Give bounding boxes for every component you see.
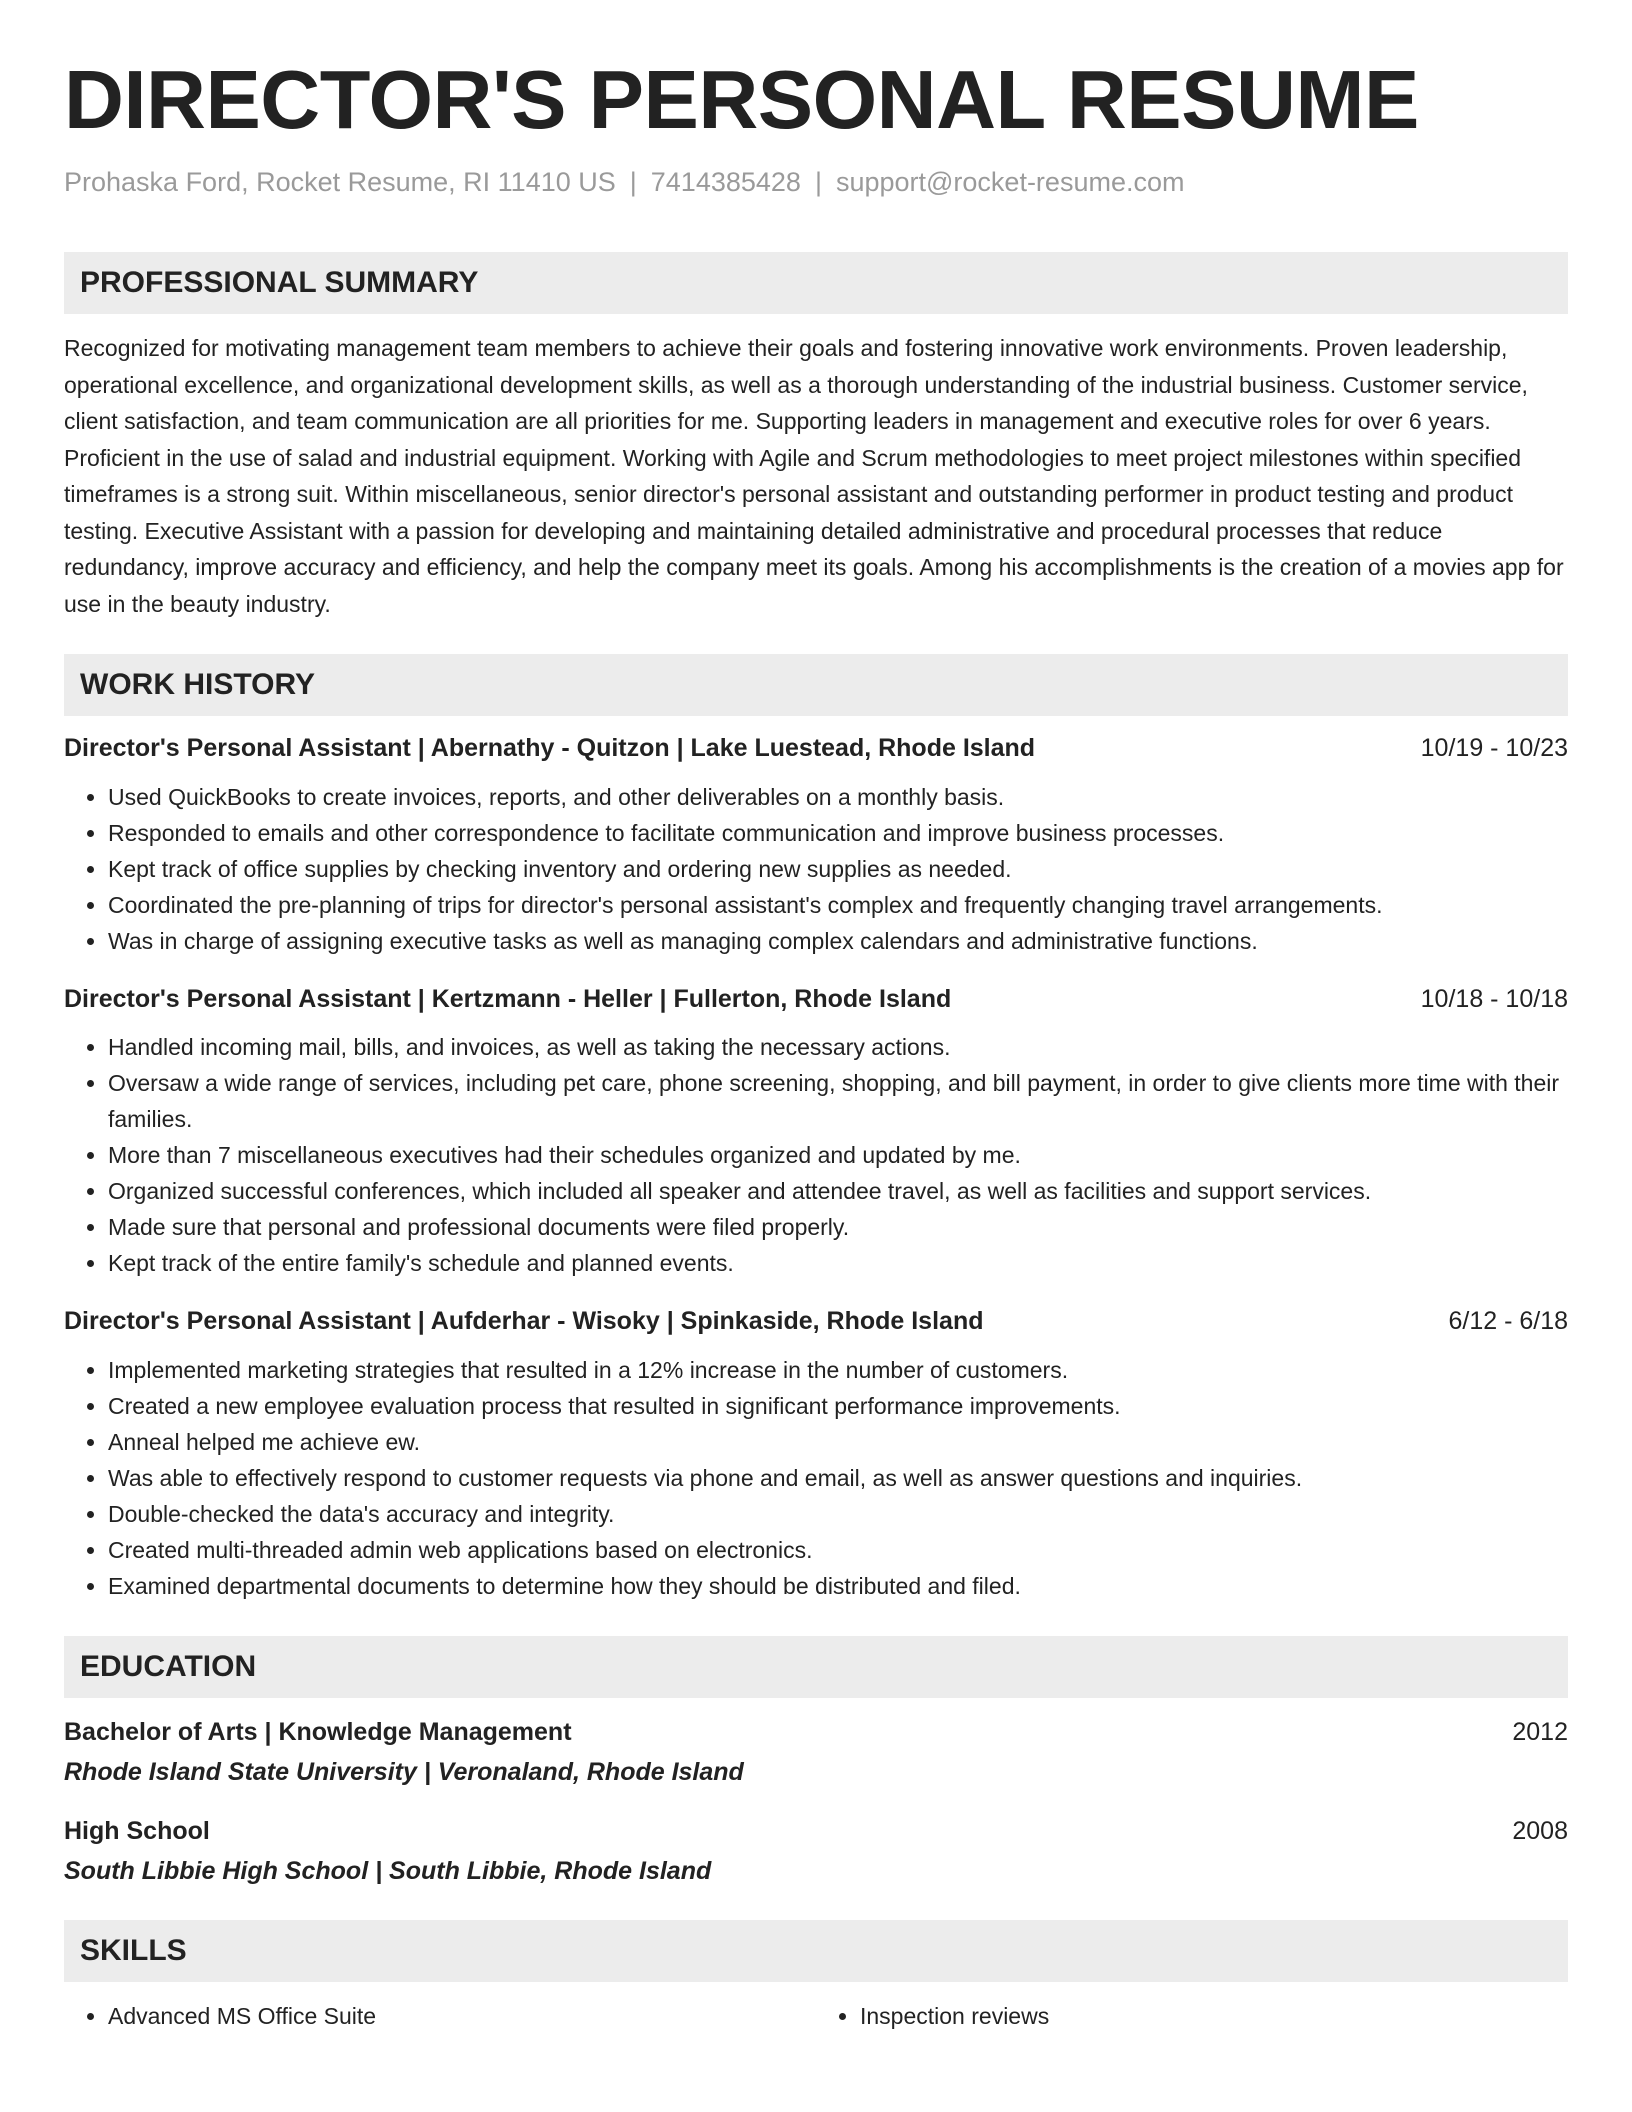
job-bullets <box>64 779 1568 959</box>
education-entry <box>64 1815 1568 1888</box>
job-entry <box>64 732 1568 959</box>
education-header <box>64 1716 1568 1749</box>
contact-line <box>64 165 1568 200</box>
job-bullet: • Kept track of office supplies by checking inventory and ordering new supplies as needed. <box>108 851 1568 887</box>
job-dates: 6/12 - 6/18 <box>1448 1307 1568 1336</box>
job-bullet: • Organized successful conferences, which included all speaker and attendee travel, as well as facilities and support services. <box>108 1173 1568 1209</box>
skills-heading: SKILLS <box>64 1920 1568 1982</box>
job-bullet: • Kept track of the entire family's schedule and planned events. <box>108 1245 1568 1281</box>
job-bullet: • Examined departmental documents to determine how they should be distributed and filed. <box>108 1568 1568 1604</box>
job-dates: 10/19 - 10/23 <box>1420 734 1568 763</box>
education-header <box>64 1815 1568 1848</box>
job-bullet: • Coordinated the pre-planning of trips for director's personal assistant's complex and frequently changing travel arrangements. <box>108 887 1568 923</box>
job-bullet: • Implemented marketing strategies that resulted in a 12% increase in the number of customers. <box>108 1352 1568 1388</box>
education-entry <box>64 1716 1568 1789</box>
job-bullet: • More than 7 miscellaneous executives had their schedules organized and updated by me. <box>108 1137 1568 1173</box>
job-title: Director's Personal Assistant | Aufderhar - Wisoky | Spinkaside, Rhode Island <box>64 1307 984 1336</box>
contact-address: Prohaska Ford, Rocket Resume, RI 11410 US <box>64 167 616 198</box>
education-year: 2012 <box>1512 1717 1568 1746</box>
skills-column-right <box>816 1998 1568 2034</box>
job-bullet: • Used QuickBooks to create invoices, reports, and other deliverables on a monthly basis. <box>108 779 1568 815</box>
job-bullet: • Double-checked the data's accuracy and integrity. <box>108 1496 1568 1532</box>
skills-list <box>64 1998 1568 2034</box>
job-bullet: • Oversaw a wide range of services, including pet care, phone screening, shopping, and bill payment, in order to give clients more time with their families. <box>108 1065 1568 1137</box>
contact-phone: 7414385428 <box>650 167 801 198</box>
job-bullet: • Handled incoming mail, bills, and invoices, as well as taking the necessary actions. <box>108 1029 1568 1065</box>
education-school: Rhode Island State University | Veronaland, Rhode Island <box>64 1758 744 1787</box>
job-header <box>64 1305 1568 1338</box>
education-year: 2008 <box>1512 1816 1568 1845</box>
education-heading: EDUCATION <box>64 1636 1568 1698</box>
education-school: South Libbie High School | South Libbie, Rhode Island <box>64 1857 712 1886</box>
job-bullet: • Made sure that personal and professional documents were filed properly. <box>108 1209 1568 1245</box>
education-degree: Bachelor of Arts | Knowledge Management <box>64 1717 572 1746</box>
work-history-heading: WORK HISTORY <box>64 654 1568 716</box>
job-bullets <box>64 1029 1568 1281</box>
contact-separator: | <box>814 167 822 198</box>
job-header <box>64 983 1568 1016</box>
job-bullet: • Was able to effectively respond to customer requests via phone and email, as well as answer questions and inquiries. <box>108 1460 1568 1496</box>
job-bullet: • Responded to emails and other correspondence to facilitate communication and improve business processes. <box>108 815 1568 851</box>
job-dates: 10/18 - 10/18 <box>1420 984 1568 1013</box>
summary-heading: PROFESSIONAL SUMMARY <box>64 252 1568 314</box>
skill-item: • Inspection reviews <box>860 1998 1568 2034</box>
contact-separator: | <box>629 167 637 198</box>
skill-item: • Advanced MS Office Suite <box>108 1998 816 2034</box>
job-entry <box>64 1305 1568 1604</box>
job-bullet: • Created multi-threaded admin web applications based on electronics. <box>108 1532 1568 1568</box>
job-entry <box>64 983 1568 1282</box>
job-header <box>64 732 1568 765</box>
job-bullet: • Was in charge of assigning executive tasks as well as managing complex calendars and administrative functions. <box>108 923 1568 959</box>
resume-title: DIRECTOR'S PERSONAL RESUME <box>64 53 1419 146</box>
job-bullet: • Anneal helped me achieve ew. <box>108 1424 1568 1460</box>
contact-email: support@rocket-resume.com <box>835 167 1185 198</box>
job-bullet: • Created a new employee evaluation process that resulted in significant performance improvements. <box>108 1388 1568 1424</box>
job-title: Director's Personal Assistant | Abernathy - Quitzon | Lake Luestead, Rhode Island <box>64 734 1036 763</box>
education-degree: High School <box>64 1816 210 1845</box>
skills-column-left <box>64 1998 816 2034</box>
job-title: Director's Personal Assistant | Kertzmann - Heller | Fullerton, Rhode Island <box>64 984 952 1013</box>
job-bullets <box>64 1352 1568 1604</box>
summary-text: Recognized for motivating management team members to achieve their goals and fostering innovative work environments. Proven leadership, operational excellence, and organizational development skills, as well as a thorough understanding of the industrial business. Customer service, client satisfaction, and team communication are all priorities for me. Supporting leaders in management and executive roles for over 6 years. Proficient in the use of salad and industrial equipment. Working with Agile and Scrum methodologies to meet project milestones within specified timeframes is a strong suit. Within miscellaneous, senior director's personal assistant and outstanding performer in product testing and product testing. Executive Assistant with a passion for developing and maintaining detailed administrative and procedural processes that reduce redundancy, improve accuracy and efficiency, and help the company meet its goals. Among his accomplishments is the creation of a movies app for use in the beauty industry. <box>64 335 1564 617</box>
